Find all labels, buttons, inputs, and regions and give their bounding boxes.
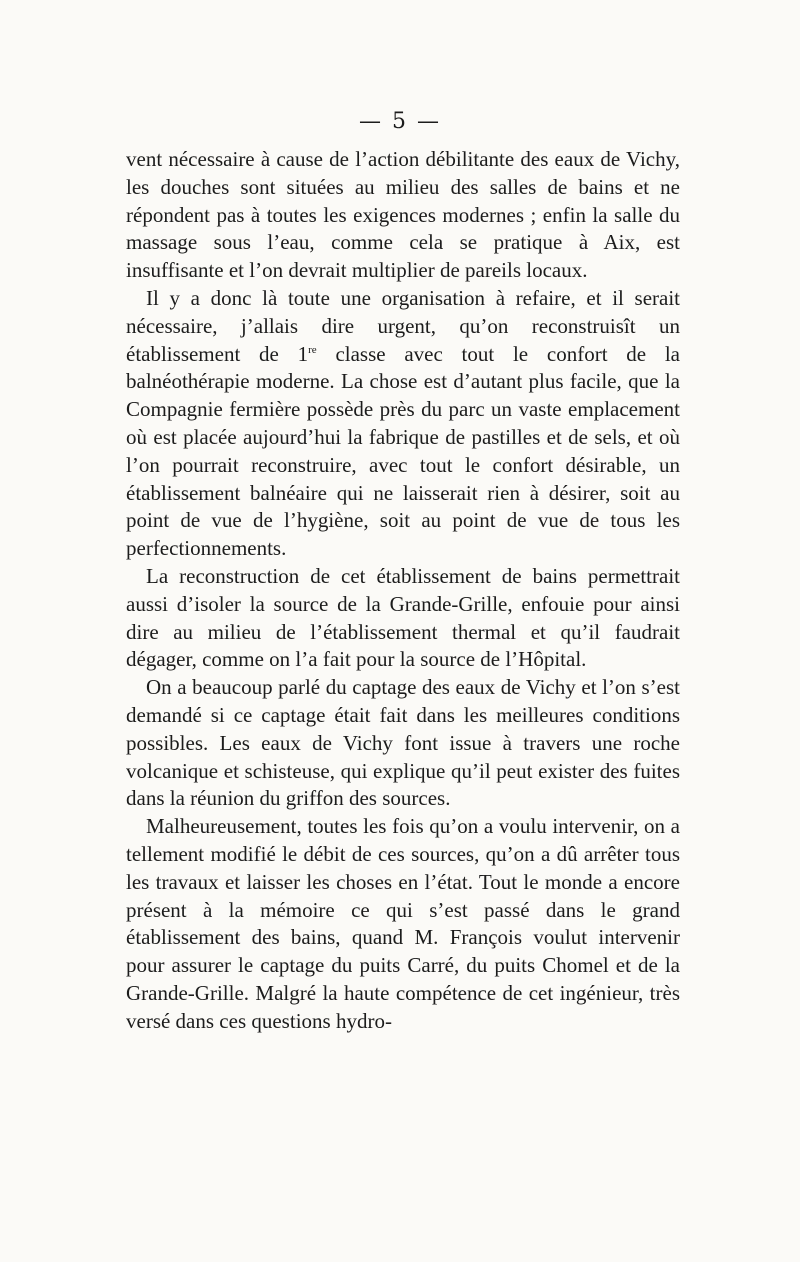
paragraph-4: On a beaucoup parlé du captage des eaux de Vichy et l’on s’est demandé si ce captage était fait dans les meilleures conditions possibles. Les eaux de Vichy font issue à travers une roche volcanique et schisteuse, qui explique qu’il peut exister des fuites dans la réunion du griffon des sources. bbox=[126, 675, 680, 811]
paragraph-3: La reconstruction de cet établissement de bains permettrait aussi d’isoler la source de la Grande-Grille, enfouie pour ainsi dire au milieu de l’établissement thermal et qu’il faudrait dégager, comme on l’a fait pour la source de l’Hôpital. bbox=[126, 563, 680, 672]
paragraph-2-part-1: Il y a donc là toute une organisation à refaire, et il serait nécessaire, j’allais dire urgent, qu’on reconstruisît un établissement de 1 bbox=[126, 285, 680, 366]
paragraph-2 bbox=[126, 285, 680, 563]
ordinal-superscript: re bbox=[308, 343, 317, 356]
paragraph-2-part-2: classe avec tout le confort de la balnéothérapie moderne. La chose est d’autant plus facile, que la Compagnie fermière possède près du parc un vaste emplacement où est placée aujourd’hui la fabrique de pastilles et de sels, et où l’on pourrait reconstruire, avec tout le confort désirable, un établissement balnéaire qui ne laisserait rien à désirer, soit au point de vue de l’hygiène, soit au point de vue de tous les perfectionnements. bbox=[126, 341, 681, 561]
body-text bbox=[126, 146, 680, 1036]
paragraph-5: Malheureusement, toutes les fois qu’on a voulu intervenir, on a tellement modifié le débit de ces sources, qu’on a dû arrêter tous les travaux et laisser les choses en l’état. Tout le monde a encore présent à la mémoire ce qui s’est passé dans le grand établissement des bains, quand M. François voulut intervenir pour assurer le captage du puits Carré, du puits Chomel et de la Grande-Grille. Malgré la haute compétence de cet ingénieur, très versé dans ces questions hydro- bbox=[126, 814, 680, 1033]
page-number: — 5 — bbox=[359, 109, 441, 134]
paragraph-1: vent nécessaire à cause de l’action débilitante des eaux de Vichy, les douches sont situées au milieu des salles de bains et ne répondent pas à toutes les exigences modernes ; enfin la salle du massage sous l’eau, comme cela se pratique à Aix, est insuffisante et l’on devrait multiplier de pareils locaux. bbox=[126, 147, 680, 283]
